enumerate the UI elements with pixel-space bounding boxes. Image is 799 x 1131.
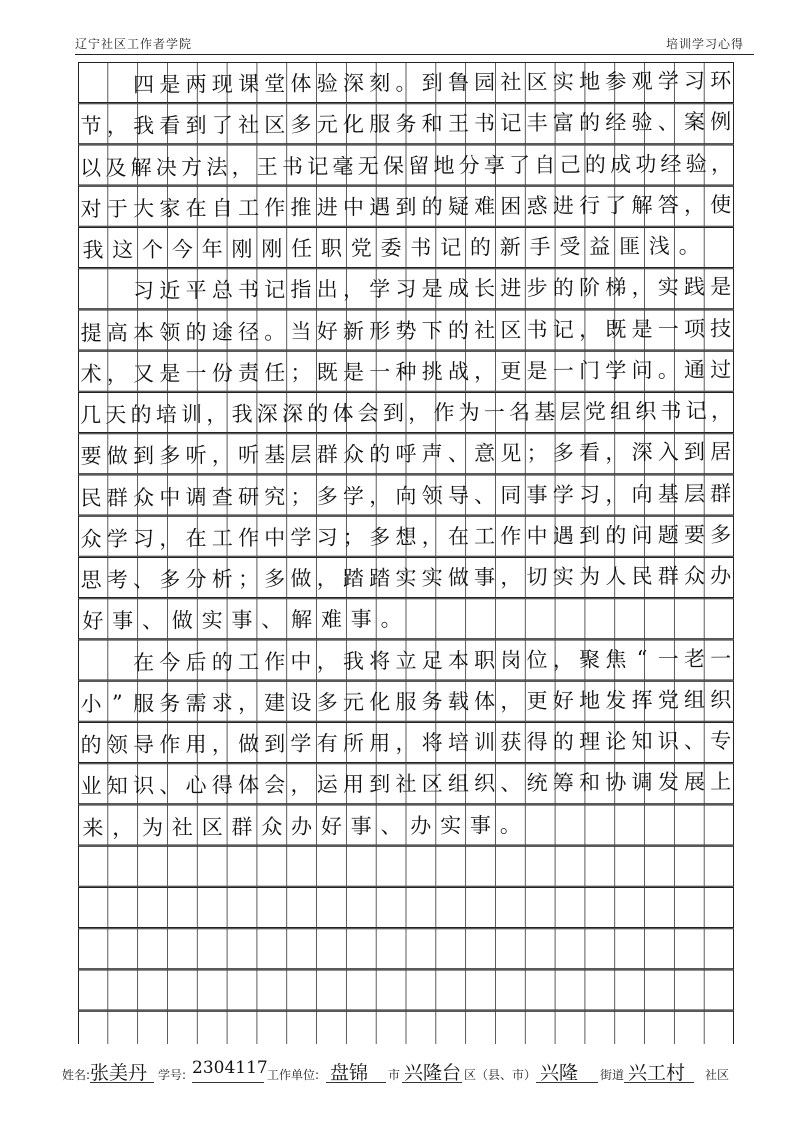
name-underline — [90, 1082, 154, 1083]
community-underline — [624, 1082, 694, 1083]
essay-line: 业 知 识 、 心 得 体 会 ， 运 用 到 社 区 组 织 、 统 筹 和 协 调 发 展 上 — [80, 769, 732, 799]
document-type: 培训学习心得 — [665, 37, 744, 51]
essay-line — [78, 843, 734, 888]
student-id-value: 2304117 — [192, 1058, 268, 1078]
essay-line: 节 ， 我 看 到 了 社 区 多 元 化 服 务 和 王 书 记 丰 富 的 经 验 、 案 例 — [80, 109, 732, 139]
header-rule — [75, 54, 754, 55]
institution-name: 辽宁社区工作者学院 — [75, 37, 193, 51]
essay-line: 四 是 两 现 课 堂 体 验 深 刻 。 到 鲁 园 社 区 实 地 参 观 学 习 环 — [133, 68, 732, 97]
district-value: 兴隆台 — [404, 1062, 462, 1084]
page-header — [75, 33, 754, 55]
essay-line — [78, 885, 734, 930]
unit-label: 工作单位: — [267, 1068, 320, 1082]
street-underline — [536, 1082, 598, 1083]
essay-line — [78, 1008, 734, 1053]
city-value: 盘锦 — [330, 1062, 369, 1084]
student-id-label: 学号: — [158, 1068, 187, 1082]
community-value: 兴工村 — [628, 1062, 686, 1084]
essay-line: 对 于 大 家 在 自 工 作 推 进 中 遇 到 的 疑 难 困 惑 进 行 了 解 答 ， 使 — [80, 192, 732, 222]
essay-line: 思 考 、 多 分 析 ； 多 做 ， 踏 踏 实 实 做 事 ， 切 实 为 人 民 群 众 办 — [80, 563, 732, 593]
city-suffix: 市 — [388, 1068, 401, 1082]
name-label: 姓名: — [62, 1068, 91, 1082]
essay-line: 好 事 、 做 实 事 、 解 难 事 。 — [82, 607, 402, 634]
essay-line: 众 学 习 ， 在 工 作 中 学 习 ； 多 想 ， 在 工 作 中 遇 到 的 问 题 要 多 — [80, 522, 732, 552]
student-id-underline — [192, 1082, 264, 1083]
essay-line: 要 做 到 多 听 ， 听 基 层 群 众 的 呼 声 、 意 见 ； 多 看 ， 深 入 到 居 — [80, 439, 732, 469]
writing-grid — [78, 62, 734, 1044]
essay-line — [78, 926, 734, 971]
community-suffix: 社区 — [705, 1068, 730, 1082]
info-footer — [62, 1058, 739, 1088]
essay-line: 民 群 众 中 调 查 研 究 ； 多 学 ， 向 领 导 、 同 事 学 习 ， 向 基 层 群 — [80, 481, 732, 510]
essay-line: 习 近 平 总 书 记 指 出 ， 学 习 是 成 长 进 步 的 阶 梯 ， 实 践 是 — [133, 274, 732, 304]
essay-line — [78, 967, 734, 1012]
essay-line: 的 领 导 作 用 ， 做 到 学 有 所 用 ， 将 培 训 获 得 的 理 论 知 识 、 专 — [80, 728, 732, 758]
city-underline — [326, 1082, 386, 1083]
essay-line: 在 今 后 的 工 作 中 ， 我 将 立 足 本 职 岗 位 ， 聚 焦 “ 一 老 一 — [133, 645, 732, 675]
essay-line: 我 这 个 今 年 刚 刚 任 职 党 委 书 记 的 新 手 受 益 匪 浅 。 — [82, 233, 700, 263]
street-suffix: 街道 — [600, 1068, 625, 1082]
name-value: 张美丹 — [90, 1062, 148, 1084]
street-value: 兴隆 — [540, 1062, 579, 1084]
essay-line: 来 ， 为 社 区 群 众 办 好 事 、 办 实 事 。 — [82, 812, 521, 840]
essay-line: 以 及 解 决 方 法 ， 王 书 记 毫 无 保 留 地 分 享 了 自 己 的 成 功 经 验 ， — [80, 151, 733, 180]
district-underline — [402, 1082, 462, 1083]
essay-line: 几 天 的 培 训 ， 我 深 深 的 体 会 到 ， 作 为 一 名 基 层 党 组 织 书 记 ， — [80, 398, 733, 428]
district-suffix: 区（县、市） — [464, 1068, 537, 1082]
essay-line: 提 高 本 领 的 途 径 。 当 好 新 形 势 下 的 社 区 书 记 ， 既 是 一 项 技 — [80, 316, 732, 345]
essay-line: 术 ， 又 是 一 份 责 任 ； 既 是 一 种 挑 战 ， 更 是 一 门 学 问 。 通 过 — [80, 357, 732, 387]
essay-line: 小 ” 服 务 需 求 ， 建 设 多 元 化 服 务 载 体 ， 更 好 地 发 挥 党 组 织 — [80, 687, 732, 717]
